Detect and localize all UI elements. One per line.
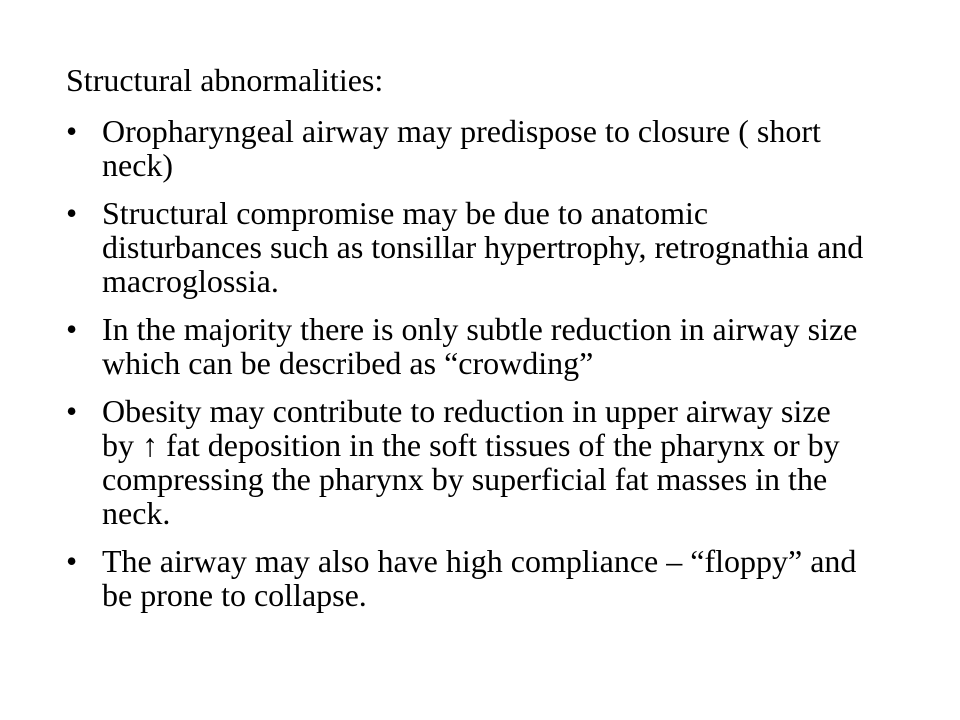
bullet-marker: •	[66, 195, 78, 231]
bullet-text: Obesity may contribute to reduction in upper airway size by ↑ fat deposition in the soft tissues of the pharynx or by compressing the pharynx by superficial fat masses in the neck.	[102, 393, 840, 531]
bullet-text: In the majority there is only subtle reduction in airway size which can be described as “crowding”	[102, 311, 858, 381]
bullet-item	[66, 312, 866, 380]
bullet-text: The airway may also have high compliance – “floppy” and be prone to collapse.	[102, 543, 857, 613]
bullet-item	[66, 114, 866, 182]
bullet-marker: •	[66, 113, 78, 149]
bullet-text: Oropharyngeal airway may predispose to closure ( short neck)	[102, 113, 821, 183]
bullet-marker: •	[66, 393, 78, 429]
bullet-item	[66, 394, 866, 530]
bullet-text: Structural compromise may be due to anatomic disturbances such as tonsillar hypertrophy, retrognathia and macroglossia.	[102, 195, 864, 299]
bullet-marker: •	[66, 311, 78, 347]
slide-heading: Structural abnormalities:	[66, 62, 384, 98]
bullet-list	[66, 114, 866, 626]
bullet-marker: •	[66, 543, 78, 579]
bullet-item	[66, 196, 866, 298]
bullet-item	[66, 544, 866, 612]
